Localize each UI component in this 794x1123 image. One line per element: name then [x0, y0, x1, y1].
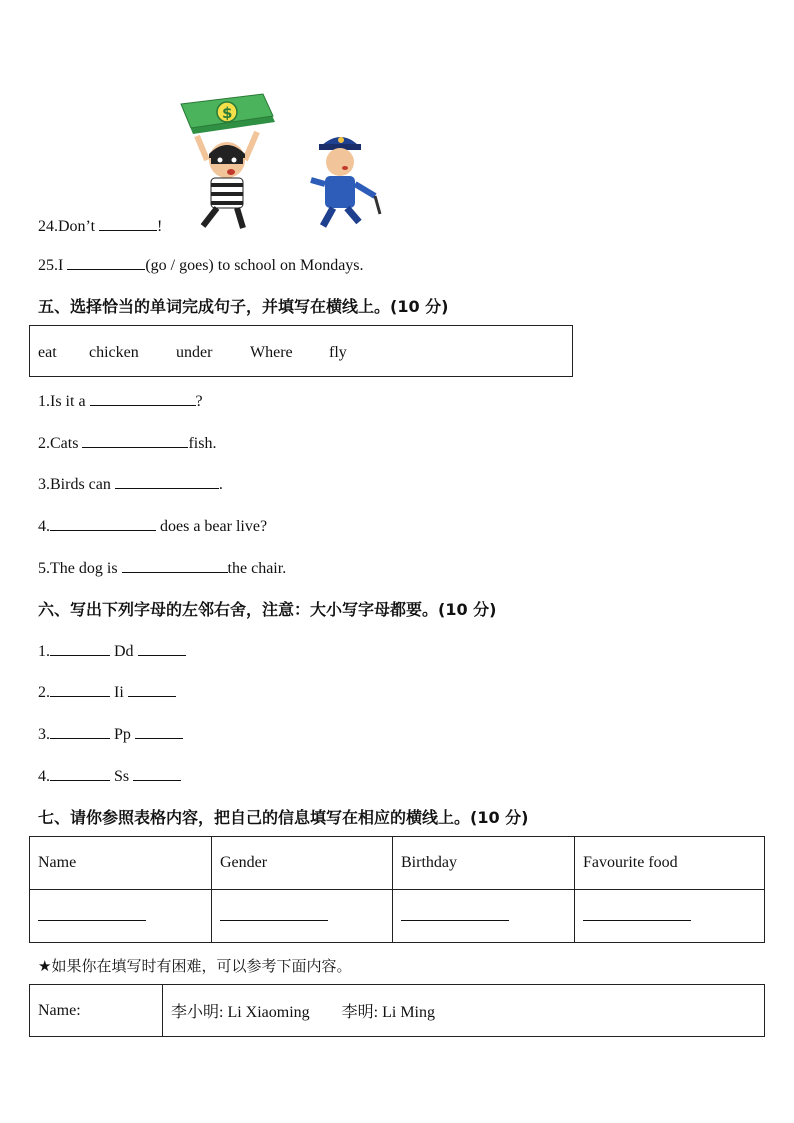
money-stack-icon	[181, 94, 275, 134]
s6-item-4	[38, 766, 181, 786]
s5-q4-blank[interactable]	[50, 516, 156, 531]
s6-right-blank[interactable]	[135, 724, 183, 739]
s5-question-5	[38, 558, 286, 578]
s5-q1-prefix: 1.Is it a	[38, 393, 90, 410]
s6-letter: Ii	[114, 684, 124, 701]
s5-question-2	[38, 433, 216, 453]
q24-blank[interactable]	[99, 216, 157, 231]
info-table-header-row	[30, 837, 765, 890]
s5-q3-suffix: .	[218, 476, 223, 493]
s5-q2-blank[interactable]	[82, 433, 188, 448]
word-bank-item: under	[176, 344, 213, 361]
q25-blank[interactable]	[67, 255, 145, 270]
s6-right-blank[interactable]	[138, 641, 186, 656]
s5-q2-prefix: 2.Cats	[38, 435, 83, 452]
s5-q3-prefix: 3.Birds can	[38, 476, 115, 493]
word-bank-item: fly	[329, 344, 347, 361]
question-24	[38, 216, 162, 236]
section7-title: 七、请你参照表格内容，把自己的信息填写在相应的横线上。(10 分)	[38, 808, 529, 827]
q24-prefix: 24.Don’t	[38, 218, 100, 235]
s5-q3-blank[interactable]	[115, 474, 219, 489]
s6-item-number: 1.	[38, 643, 50, 660]
s6-item-number: 2.	[38, 684, 50, 701]
question-25	[38, 255, 364, 275]
s5-q2-suffix: fish.	[188, 435, 217, 452]
s5-question-3	[38, 474, 223, 494]
s6-left-blank[interactable]	[50, 724, 110, 739]
s6-letter: Ss	[114, 768, 130, 785]
s6-item-1	[38, 641, 186, 661]
header-gender: Gender	[212, 837, 393, 890]
word-bank-item: chicken	[89, 344, 139, 361]
s5-q1-blank[interactable]	[90, 391, 196, 406]
word-bank-item: eat	[38, 344, 57, 361]
info-table	[29, 836, 765, 943]
s6-left-blank[interactable]	[50, 682, 110, 697]
header-favourite-food: Favourite food	[575, 837, 765, 890]
s5-q4-prefix: 4.	[38, 518, 50, 535]
s5-question-4	[38, 516, 267, 536]
header-birthday: Birthday	[393, 837, 575, 890]
s5-question-1	[38, 391, 203, 411]
s6-letter: Pp	[114, 726, 131, 743]
reference-label: Name:	[30, 985, 163, 1037]
answer-cell-birthday	[393, 890, 575, 943]
s6-letter: Dd	[114, 643, 134, 660]
s5-q5-blank[interactable]	[122, 558, 228, 573]
policeman-figure	[311, 137, 380, 226]
q25-suffix: (go / goes) to school on Mondays.	[145, 257, 364, 274]
q25-prefix: 25.I	[38, 257, 68, 274]
word-bank-item: Where	[250, 344, 293, 361]
s5-q4-suffix: does a bear live?	[156, 518, 268, 535]
reference-table	[29, 984, 765, 1037]
name-blank[interactable]	[38, 906, 146, 921]
answer-cell-favourite-food	[575, 890, 765, 943]
gender-blank[interactable]	[220, 906, 328, 921]
s6-item-number: 3.	[38, 726, 50, 743]
q24-suffix: !	[157, 218, 163, 235]
s5-q1-suffix: ?	[195, 393, 203, 410]
s6-left-blank[interactable]	[50, 766, 110, 781]
header-name: Name	[30, 837, 212, 890]
thief-police-illustration	[175, 92, 395, 234]
answer-cell-gender	[212, 890, 393, 943]
section5-title: 五、选择恰当的单词完成句子，并填写在横线上。(10 分)	[38, 297, 449, 316]
section6-title: 六、写出下列字母的左邻右舍，注意：大小写字母都要。(10 分)	[38, 600, 497, 619]
s6-item-2	[38, 682, 176, 702]
reference-row	[30, 985, 765, 1037]
thief-figure	[197, 132, 257, 228]
s5-q5-prefix: 5.The dog is	[38, 560, 122, 577]
s6-left-blank[interactable]	[50, 641, 110, 656]
info-table-answer-row	[30, 890, 765, 943]
birthday-blank[interactable]	[401, 906, 509, 921]
answer-cell-name	[30, 890, 212, 943]
favourite-food-blank[interactable]	[583, 906, 691, 921]
s6-right-blank[interactable]	[133, 766, 181, 781]
s6-item-3	[38, 724, 183, 744]
hint-text: ★如果你在填写时有困难，可以参考下面内容。	[38, 957, 352, 975]
s6-right-blank[interactable]	[128, 682, 176, 697]
word-bank-box	[29, 325, 573, 377]
reference-value: 李小明: Li Xiaoming 李明: Li Ming	[163, 985, 765, 1037]
s5-q5-suffix: the chair.	[227, 560, 287, 577]
svg-text:$: $	[222, 104, 233, 122]
s6-item-number: 4.	[38, 768, 50, 785]
